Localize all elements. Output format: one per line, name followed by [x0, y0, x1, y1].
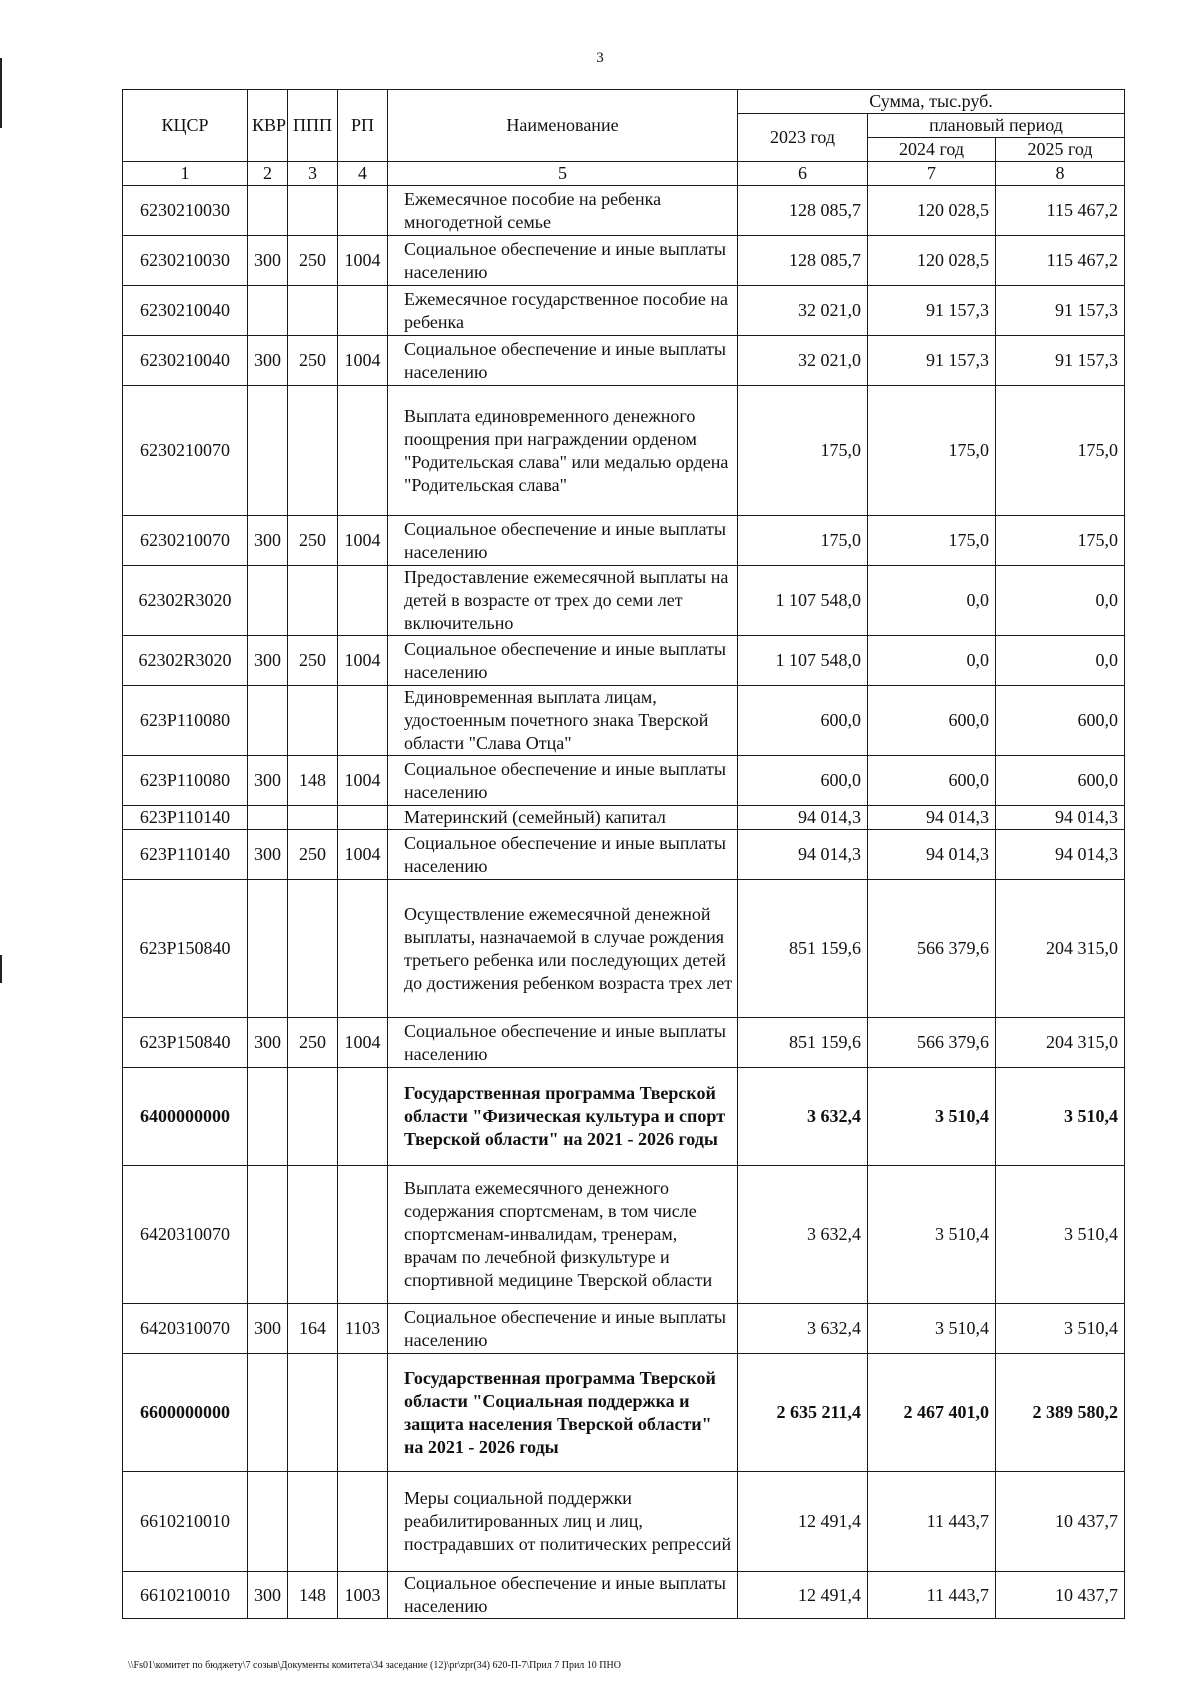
row-name: Осуществление ежемесячной денежной выплаты, назначаемой в случае рождения третьего ребенка или последующих детей до достижения ребенком возраста трех лет	[388, 880, 738, 1018]
row-amount-2023: 32 021,0	[738, 286, 868, 336]
table-row	[123, 186, 1125, 236]
column-number: 3	[288, 162, 338, 186]
row-rp	[338, 186, 388, 236]
row-ppp: 148	[288, 756, 338, 806]
row-kvr	[248, 186, 288, 236]
row-ppp: 148	[288, 1572, 338, 1619]
row-name: Социальное обеспечение и иные выплаты населению	[388, 756, 738, 806]
row-amount-2024: 175,0	[868, 516, 996, 566]
budget-table	[122, 89, 1125, 1619]
row-amount-2023: 32 021,0	[738, 336, 868, 386]
row-rp	[338, 806, 388, 830]
row-name: Государственная программа Тверской области "Физическая культура и спорт Тверской области" на 2021 - 2026 годы	[388, 1068, 738, 1166]
table-row	[123, 1166, 1125, 1304]
row-ppp	[288, 1166, 338, 1304]
row-amount-2025: 3 510,4	[996, 1166, 1125, 1304]
table-row	[123, 1304, 1125, 1354]
row-kvr: 300	[248, 1572, 288, 1619]
row-ppp	[288, 806, 338, 830]
row-rp	[338, 566, 388, 636]
row-kvr	[248, 286, 288, 336]
row-rp: 1004	[338, 1018, 388, 1068]
row-kcsr: 62302R3020	[123, 636, 248, 686]
row-amount-2024: 94 014,3	[868, 806, 996, 830]
row-amount-2024: 3 510,4	[868, 1304, 996, 1354]
row-amount-2025: 91 157,3	[996, 286, 1125, 336]
row-kvr: 300	[248, 830, 288, 880]
row-amount-2025: 175,0	[996, 386, 1125, 516]
column-number: 1	[123, 162, 248, 186]
row-amount-2023: 175,0	[738, 516, 868, 566]
row-kvr: 300	[248, 756, 288, 806]
row-amount-2025: 94 014,3	[996, 806, 1125, 830]
row-name: Социальное обеспечение и иные выплаты населению	[388, 336, 738, 386]
row-kvr	[248, 1472, 288, 1572]
row-kcsr: 623P110140	[123, 830, 248, 880]
row-amount-2024: 175,0	[868, 386, 996, 516]
row-kcsr: 6400000000	[123, 1068, 248, 1166]
row-rp	[338, 1068, 388, 1166]
table-row	[123, 806, 1125, 830]
row-rp	[338, 286, 388, 336]
row-amount-2024: 600,0	[868, 686, 996, 756]
row-amount-2025: 115 467,2	[996, 186, 1125, 236]
row-amount-2025: 2 389 580,2	[996, 1354, 1125, 1472]
row-amount-2024: 120 028,5	[868, 236, 996, 286]
row-amount-2023: 94 014,3	[738, 806, 868, 830]
row-amount-2024: 0,0	[868, 636, 996, 686]
row-amount-2024: 2 467 401,0	[868, 1354, 996, 1472]
row-rp: 1004	[338, 636, 388, 686]
row-ppp	[288, 286, 338, 336]
row-amount-2023: 3 632,4	[738, 1068, 868, 1166]
header-kvr: КВР	[248, 90, 288, 162]
row-kvr	[248, 1166, 288, 1304]
row-ppp	[288, 686, 338, 756]
row-kvr	[248, 1068, 288, 1166]
row-ppp: 250	[288, 336, 338, 386]
table-row	[123, 880, 1125, 1018]
row-kvr	[248, 386, 288, 516]
table-row	[123, 1354, 1125, 1472]
row-kvr	[248, 1354, 288, 1472]
row-rp	[338, 1472, 388, 1572]
row-rp: 1004	[338, 516, 388, 566]
row-kcsr: 6230210040	[123, 336, 248, 386]
row-ppp: 164	[288, 1304, 338, 1354]
row-kcsr: 62302R3020	[123, 566, 248, 636]
row-kcsr: 623P150840	[123, 1018, 248, 1068]
table-row	[123, 756, 1125, 806]
row-rp	[338, 386, 388, 516]
table-row	[123, 686, 1125, 756]
row-kvr: 300	[248, 1018, 288, 1068]
scan-edge-mark	[0, 955, 2, 983]
row-amount-2024: 11 443,7	[868, 1472, 996, 1572]
row-name: Материнский (семейный) капитал	[388, 806, 738, 830]
row-amount-2025: 3 510,4	[996, 1068, 1125, 1166]
row-ppp: 250	[288, 830, 338, 880]
row-ppp	[288, 1068, 338, 1166]
row-kcsr: 6230210030	[123, 186, 248, 236]
row-ppp: 250	[288, 1018, 338, 1068]
row-kcsr: 6420310070	[123, 1304, 248, 1354]
header-planned-period: плановый период	[868, 114, 1125, 138]
row-rp	[338, 1166, 388, 1304]
row-amount-2024: 91 157,3	[868, 336, 996, 386]
row-amount-2023: 175,0	[738, 386, 868, 516]
row-kcsr: 6230210030	[123, 236, 248, 286]
row-name: Меры социальной поддержки реабилитированных лиц и лиц, пострадавших от политических репрессий	[388, 1472, 738, 1572]
row-amount-2025: 175,0	[996, 516, 1125, 566]
row-ppp: 250	[288, 516, 338, 566]
row-amount-2025: 3 510,4	[996, 1304, 1125, 1354]
row-rp	[338, 1354, 388, 1472]
row-kvr: 300	[248, 236, 288, 286]
column-number: 7	[868, 162, 996, 186]
row-amount-2023: 94 014,3	[738, 830, 868, 880]
row-amount-2023: 12 491,4	[738, 1572, 868, 1619]
header-kcsr: КЦСР	[123, 90, 248, 162]
row-kvr	[248, 806, 288, 830]
row-amount-2024: 566 379,6	[868, 1018, 996, 1068]
column-number: 6	[738, 162, 868, 186]
row-ppp	[288, 566, 338, 636]
row-kvr: 300	[248, 516, 288, 566]
row-rp: 1004	[338, 830, 388, 880]
header-name: Наименование	[388, 90, 738, 162]
row-amount-2023: 1 107 548,0	[738, 636, 868, 686]
row-amount-2024: 120 028,5	[868, 186, 996, 236]
row-amount-2025: 91 157,3	[996, 336, 1125, 386]
row-amount-2023: 128 085,7	[738, 186, 868, 236]
row-amount-2023: 1 107 548,0	[738, 566, 868, 636]
row-kcsr: 6610210010	[123, 1472, 248, 1572]
header-sum: Сумма, тыс.руб.	[738, 90, 1125, 114]
table-row	[123, 516, 1125, 566]
row-kvr: 300	[248, 636, 288, 686]
row-amount-2025: 10 437,7	[996, 1572, 1125, 1619]
row-kvr	[248, 566, 288, 636]
page-number: 3	[596, 50, 604, 66]
row-amount-2023: 3 632,4	[738, 1304, 868, 1354]
table-row	[123, 1018, 1125, 1068]
column-number: 5	[388, 162, 738, 186]
table-row	[123, 386, 1125, 516]
row-amount-2023: 128 085,7	[738, 236, 868, 286]
row-kcsr: 623P150840	[123, 880, 248, 1018]
table-row	[123, 286, 1125, 336]
row-name: Социальное обеспечение и иные выплаты населению	[388, 516, 738, 566]
row-kvr: 300	[248, 1304, 288, 1354]
table-row	[123, 236, 1125, 286]
row-name: Ежемесячное государственное пособие на ребенка	[388, 286, 738, 336]
row-amount-2024: 91 157,3	[868, 286, 996, 336]
column-number-row	[123, 162, 1125, 186]
table-row	[123, 1472, 1125, 1572]
table-row	[123, 636, 1125, 686]
row-ppp	[288, 880, 338, 1018]
file-path-footer: \\Fs01\комитет по бюджету\7 созыв\Документы комитета\34 заседание (12)\pr\zpr(34) 620-П-7\Прил 7 Прил 10 ПНО	[128, 1660, 621, 1671]
row-rp: 1003	[338, 1572, 388, 1619]
row-amount-2025: 204 315,0	[996, 880, 1125, 1018]
row-amount-2023: 851 159,6	[738, 880, 868, 1018]
column-number: 8	[996, 162, 1125, 186]
header-2024: 2024 год	[868, 138, 996, 162]
column-number: 2	[248, 162, 288, 186]
row-name: Социальное обеспечение и иные выплаты населению	[388, 1572, 738, 1619]
row-amount-2024: 600,0	[868, 756, 996, 806]
row-name: Социальное обеспечение и иные выплаты населению	[388, 830, 738, 880]
row-rp	[338, 686, 388, 756]
row-amount-2024: 11 443,7	[868, 1572, 996, 1619]
row-name: Социальное обеспечение и иные выплаты населению	[388, 1304, 738, 1354]
row-kcsr: 6420310070	[123, 1166, 248, 1304]
row-ppp: 250	[288, 236, 338, 286]
row-name: Выплата ежемесячного денежного содержания спортсменам, в том числе спортсменам-инвалидам, тренерам, врачам по лечебной физкультуре и спортивной медицине Тверской области	[388, 1166, 738, 1304]
row-kcsr: 6230210070	[123, 516, 248, 566]
header-2023: 2023 год	[738, 114, 868, 162]
row-kvr	[248, 686, 288, 756]
row-kvr	[248, 880, 288, 1018]
row-rp: 1004	[338, 236, 388, 286]
row-ppp	[288, 386, 338, 516]
row-amount-2025: 115 467,2	[996, 236, 1125, 286]
row-name: Социальное обеспечение и иные выплаты населению	[388, 236, 738, 286]
row-amount-2025: 10 437,7	[996, 1472, 1125, 1572]
row-amount-2023: 600,0	[738, 756, 868, 806]
row-amount-2024: 0,0	[868, 566, 996, 636]
row-name: Ежемесячное пособие на ребенка многодетной семье	[388, 186, 738, 236]
row-kvr: 300	[248, 336, 288, 386]
table-row	[123, 336, 1125, 386]
row-amount-2025: 0,0	[996, 636, 1125, 686]
header-ppp: ППП	[288, 90, 338, 162]
row-kcsr: 6230210070	[123, 386, 248, 516]
row-rp: 1103	[338, 1304, 388, 1354]
row-name: Государственная программа Тверской области "Социальная поддержка и защита населения Тверской области" на 2021 - 2026 годы	[388, 1354, 738, 1472]
row-rp	[338, 880, 388, 1018]
row-amount-2023: 2 635 211,4	[738, 1354, 868, 1472]
row-kcsr: 623P110080	[123, 686, 248, 756]
row-amount-2025: 600,0	[996, 686, 1125, 756]
row-amount-2025: 94 014,3	[996, 830, 1125, 880]
scan-edge-mark	[0, 58, 2, 128]
header-2025: 2025 год	[996, 138, 1125, 162]
row-amount-2023: 3 632,4	[738, 1166, 868, 1304]
row-kcsr: 6610210010	[123, 1572, 248, 1619]
table-row	[123, 830, 1125, 880]
row-name: Предоставление ежемесячной выплаты на детей в возрасте от трех до семи лет включительно	[388, 566, 738, 636]
row-name: Социальное обеспечение и иные выплаты населению	[388, 1018, 738, 1068]
row-rp: 1004	[338, 336, 388, 386]
row-kcsr: 623P110140	[123, 806, 248, 830]
row-amount-2024: 3 510,4	[868, 1068, 996, 1166]
row-amount-2023: 600,0	[738, 686, 868, 756]
table-row	[123, 566, 1125, 636]
row-name: Социальное обеспечение и иные выплаты населению	[388, 636, 738, 686]
row-amount-2024: 3 510,4	[868, 1166, 996, 1304]
header-rp: РП	[338, 90, 388, 162]
row-amount-2025: 600,0	[996, 756, 1125, 806]
row-amount-2024: 94 014,3	[868, 830, 996, 880]
row-name: Единовременная выплата лицам, удостоенным почетного знака Тверской области "Слава Отца"	[388, 686, 738, 756]
row-amount-2023: 12 491,4	[738, 1472, 868, 1572]
table-row	[123, 1572, 1125, 1619]
row-kcsr: 623P110080	[123, 756, 248, 806]
row-kcsr: 6600000000	[123, 1354, 248, 1472]
column-number: 4	[338, 162, 388, 186]
row-amount-2025: 0,0	[996, 566, 1125, 636]
row-amount-2025: 204 315,0	[996, 1018, 1125, 1068]
row-kcsr: 6230210040	[123, 286, 248, 336]
row-amount-2024: 566 379,6	[868, 880, 996, 1018]
row-name: Выплата единовременного денежного поощрения при награждении орденом "Родительская слава" или медалью ордена "Родительская слава"	[388, 386, 738, 516]
row-ppp	[288, 1472, 338, 1572]
row-rp: 1004	[338, 756, 388, 806]
row-ppp	[288, 186, 338, 236]
table-row	[123, 1068, 1125, 1166]
row-ppp	[288, 1354, 338, 1472]
row-amount-2023: 851 159,6	[738, 1018, 868, 1068]
row-ppp: 250	[288, 636, 338, 686]
